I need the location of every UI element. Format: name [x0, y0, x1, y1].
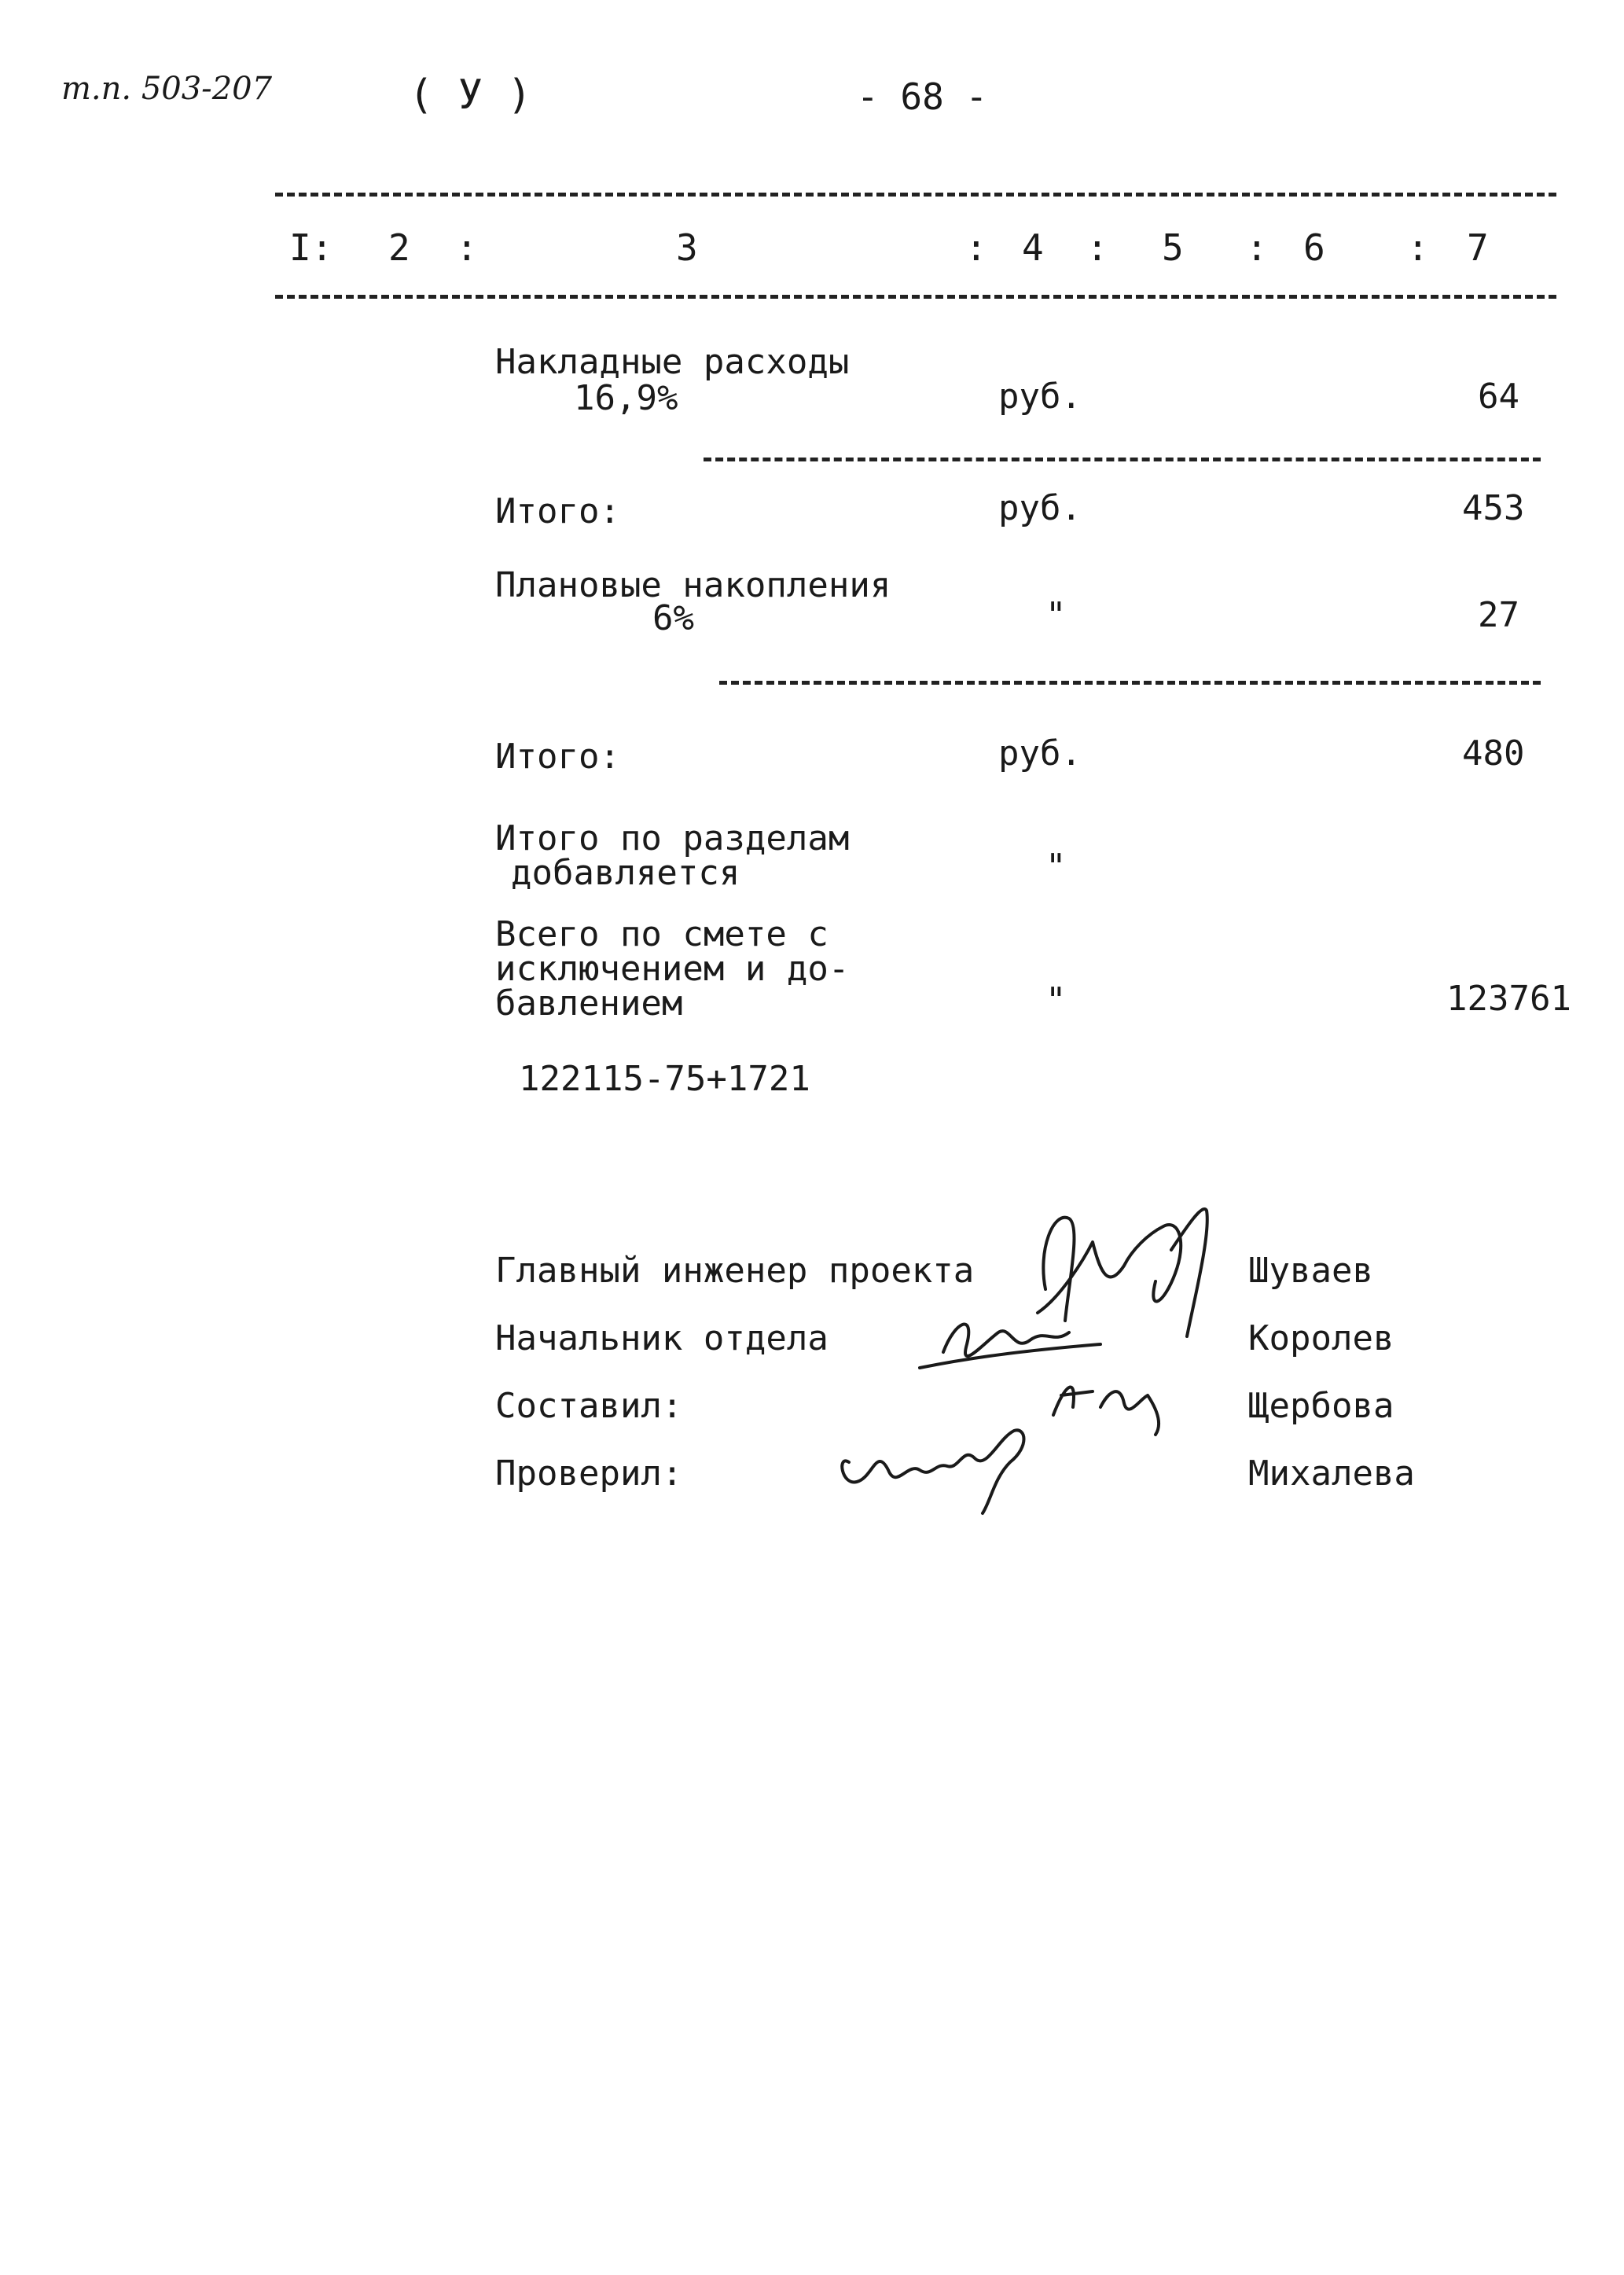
row-sections-label-2: добавляется: [511, 853, 740, 893]
col-sep-2: :: [456, 226, 478, 269]
header-bottom-rule: [275, 295, 1556, 299]
col-sep-3: :: [965, 226, 987, 269]
row-savings-label: Плановые накопления: [495, 565, 891, 605]
row-grand-label-2: исключением и до-: [495, 949, 850, 989]
doc-code: т.п. 503-207: [61, 71, 273, 107]
row-grand-label: Всего по смете с: [495, 914, 829, 954]
col-2: 2: [388, 226, 410, 269]
col-6: 6: [1303, 226, 1325, 269]
row-total2-label: Итого:: [495, 737, 620, 777]
row-savings-unit: ": [1045, 595, 1067, 635]
page-number: - 68 -: [857, 75, 988, 118]
section-mark: ( У ): [409, 72, 532, 119]
row-total1-label: Итого:: [495, 491, 620, 531]
row-sections-unit: ": [1045, 847, 1067, 887]
sig-role-chief-engineer: Главный инженер проекта: [495, 1251, 975, 1291]
row-savings-value: 27: [1478, 595, 1519, 635]
col-7: 7: [1467, 226, 1489, 269]
row-grand-label-3: бавлением: [495, 983, 683, 1024]
col-1: I:: [289, 226, 333, 269]
rule-1: [704, 458, 1541, 461]
sig-role-compiled-by: Составил:: [495, 1386, 683, 1426]
sig-name-chief-engineer: Шуваев: [1248, 1251, 1373, 1291]
row-savings-rate: 6%: [652, 598, 694, 638]
row-overhead-label: Накладные расходы: [495, 342, 850, 382]
signature-checked-by: [833, 1415, 1053, 1517]
rule-2: [719, 681, 1541, 685]
row-overhead-rate: 16,9%: [574, 378, 678, 418]
row-overhead-unit: руб.: [998, 377, 1082, 417]
sig-name-compiled-by: Щербова: [1248, 1386, 1394, 1426]
header-top-rule: [275, 193, 1556, 197]
col-5: 5: [1162, 226, 1184, 269]
row-total1-unit: руб.: [998, 488, 1082, 528]
row-total1-value: 453: [1462, 488, 1525, 528]
sig-name-department-head: Королев: [1248, 1318, 1394, 1358]
row-grand-unit: ": [1045, 980, 1067, 1020]
col-sep-4: :: [1086, 226, 1108, 269]
col-sep-5: :: [1246, 226, 1268, 269]
col-4: 4: [1022, 226, 1044, 269]
row-total2-unit: руб.: [998, 733, 1082, 774]
signature-compiled-by: [1045, 1368, 1218, 1439]
col-3: 3: [676, 226, 698, 269]
row-grand-value: 123761: [1446, 979, 1571, 1019]
row-overhead-value: 64: [1478, 377, 1519, 417]
col-sep-6: :: [1407, 226, 1429, 269]
sig-name-checked-by: Михалева: [1248, 1454, 1415, 1494]
sig-role-department-head: Начальник отдела: [495, 1318, 829, 1358]
row-total2-value: 480: [1462, 733, 1525, 774]
formula: 122115-75+1721: [519, 1059, 810, 1099]
row-sections-label: Итого по разделам: [495, 818, 850, 858]
sig-role-checked-by: Проверил:: [495, 1454, 683, 1494]
